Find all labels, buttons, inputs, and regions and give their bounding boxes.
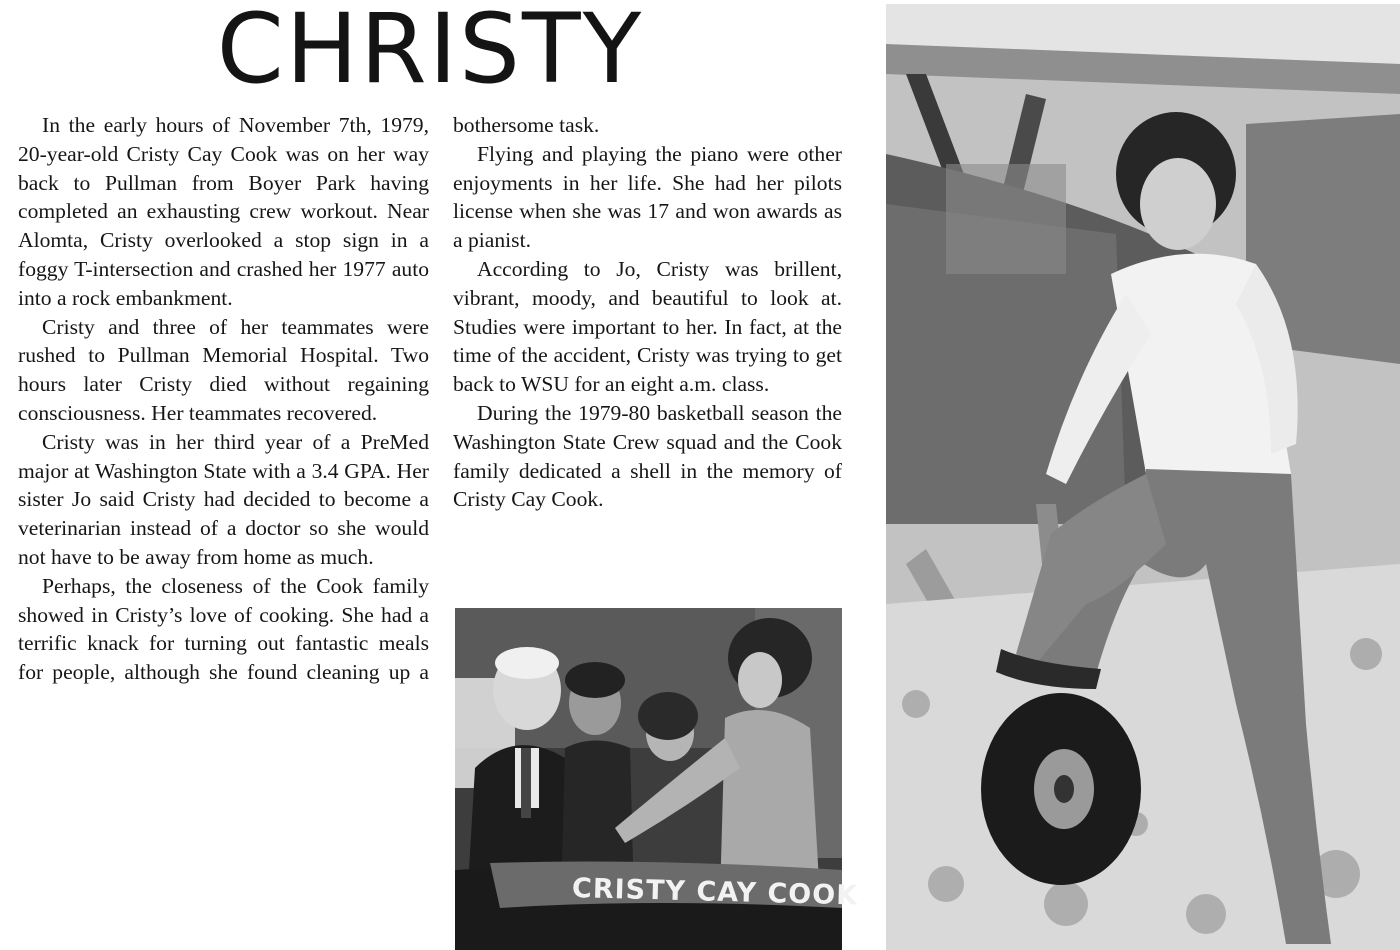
paragraph-flying-piano: Flying and playing the piano were other enjoyments in her life. She had her pilots license when she was 17 and won awards as a pianist. bbox=[453, 141, 842, 253]
paragraph-hospital: Cristy and three of her teammates were rushed to Pullman Memorial Hospital. Two hours later Cristy died without regaining consciousness. Her teammates recovered. bbox=[18, 314, 429, 425]
article-column-middle bbox=[453, 111, 842, 514]
paragraph-memorial-shell: During the 1979-80 basketball season the Washington State Crew squad and the Cook family dedicated a shell in the memory of Cristy Cay Cook. bbox=[453, 400, 842, 512]
photo-christy-airplane bbox=[886, 4, 1400, 950]
article-column-left bbox=[18, 111, 429, 687]
boat-name-label: CRISTY CAY COOK bbox=[571, 873, 859, 912]
paragraph-continued: bothersome task. bbox=[453, 113, 600, 137]
paragraph-accident: In the early hours of November 7th, 1979, 20-year-old Cristy Cay Cook was on her way back to Pullman from Boyer Park having completed an exhausting crew workout. Near Alomta, Cristy overlooked a stop sign in a foggy T-intersection and crashed her 1977 auto into a rock embankment. bbox=[18, 113, 429, 310]
page-title: CHRISTY bbox=[216, 0, 644, 105]
paragraph-studies: Cristy was in her third year of a PreMed major at Washington State with a 3.4 GPA. Her sister Jo said Cristy had decided to become a veterinarian instead of a doctor so she would not have to be away from home as much. bbox=[18, 429, 429, 569]
paragraph-cooking: Perhaps, the closeness of the Cook family showed in Cristy’s love of cooking. She had a terrific knack for turning out fantastic meals for people, although she found cleaning up a bbox=[18, 573, 429, 685]
paragraph-personality: According to Jo, Cristy was brillent, vibrant, moody, and beautiful to look at. Studies were important to her. In fact, at the time of the accident, Cristy was trying to get back to WSU for an eight a.m. class. bbox=[453, 256, 842, 397]
